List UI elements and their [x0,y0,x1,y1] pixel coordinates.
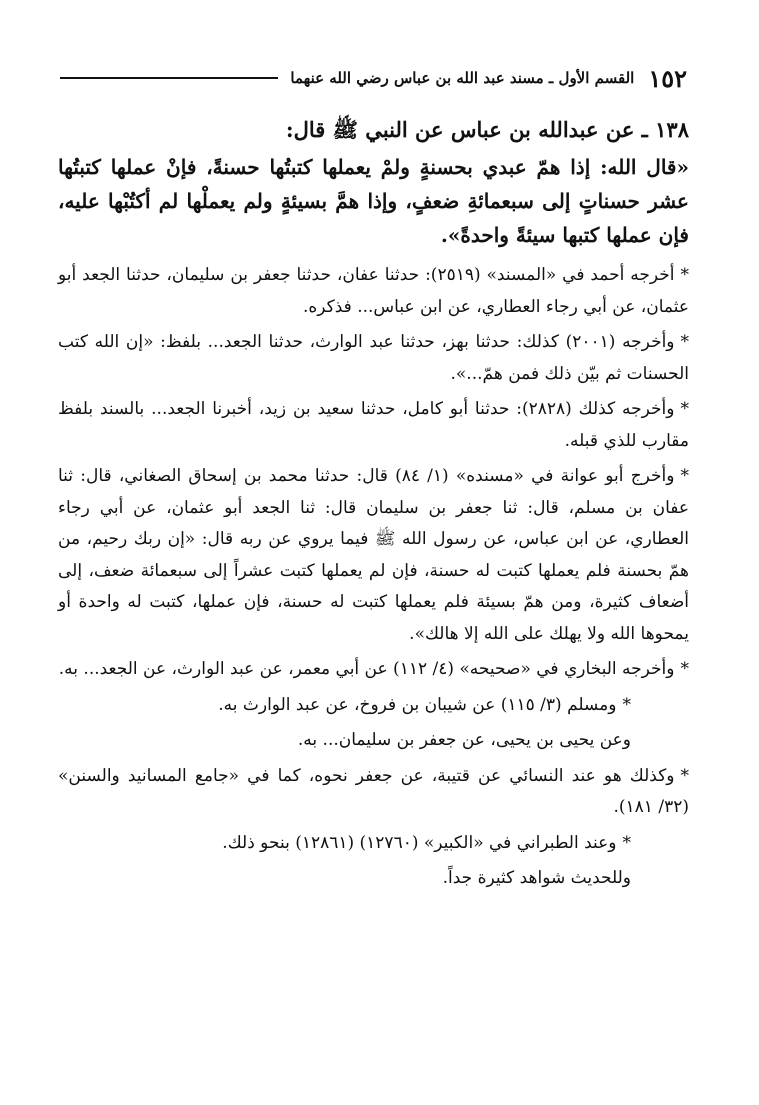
hadith-text: «قال الله: إذا همّ عبدي بحسنةٍ ولمْ يعملها كتبتُها حسنةً، فإنْ عملها كتبتُها عشر حسناتٍ إلى سبعمائةِ ضعفٍ، وإذا همَّ بسيئةٍ ولم يعملْها لم أكتُبْها عليه، فإن عملها كتبها سيئةً واحدةً». [58,155,689,247]
takhrij-paragraph [58,327,689,390]
page-number: ١٥٢ [648,63,687,93]
paragraph-text: وعن يحيى بن يحيى، عن جعفر بن سليمان... به. [297,730,631,750]
star-icon: * [680,399,689,419]
paragraph-text: وأخرجه (٢٠٠١) كذلك: حدثنا بهز، حدثنا عبد الوارث، حدثنا الجعد... بلفظ: «إن الله كتب الحسنات ثم بيّن ذلك فمن همّ...». [58,332,689,384]
star-icon: * [622,832,631,853]
paragraph-text: وللحديث شواهد كثيرة جداً. [442,868,631,888]
paragraph-text: وأخرجه البخاري في «صحيحه» (٤/ ١١٢) عن أبي معمر، عن عبد الوارث، عن الجعد... به. [58,659,675,679]
takhrij-paragraph [58,654,689,686]
paragraph-text: وكذلك هو عند النسائي عن قتيبة، عن جعفر نحوه، كما في «جامع المسانيد والسنن» (٣٢/ ١٨١). [58,765,689,817]
takhrij-paragraph [58,461,689,650]
takhrij-paragraph [58,690,689,722]
takhrij-paragraph [58,260,689,323]
paragraph-text: ومسلم (٣/ ١١٥) عن شيبان بن فروخ، عن عبد الوارث به. [218,694,617,715]
star-icon: * [680,332,690,352]
star-icon: * [680,659,689,679]
paragraph-text: وعند الطبراني في «الكبير» (١٢٧٦٠) (١٢٨٦١) بنحو ذلك. [222,832,617,853]
page-content [58,112,689,899]
takhrij-paragraph [58,725,689,757]
header-rule [60,77,278,79]
paragraph-text: وأخرجه كذلك (٢٨٢٨): حدثنا أبو كامل، حدثنا سعيد بن زيد، أخبرنا الجعد... بالسند بلفظ مقارب للذي قبله. [58,399,689,451]
star-icon: * [622,694,631,715]
paragraph-text: وأخرج أبو عوانة في «مسنده» (١/ ٨٤) قال: حدثنا محمد بن إسحاق الصغاني، قال: ثنا عفان بن مسلم، قال: ثنا جعفر بن سليمان قال: ثنا الجعد أبو عثمان، عن أبي رجاء العطاري، عن ابن عباس، عن رسول الله ﷺ فيما يروي عن ربه قال: «إن ربك رحيم، من همّ بحسنة فلم يعملها كتبت له حسنة، فإن لم يعملها كتبت عشراً إلى سبعمائة ضعف، إلى أضعاف كثيرة، ومن همّ بسيئة فلم يعملها كتبت له حسنة، فإن عملها، كتبت له واحدة أو يمحوها الله ولا يهلك على الله إلا هالك». [58,466,689,644]
takhrij-paragraph [58,394,689,457]
paragraph-text: أخرجه أحمد في «المسند» (٢٥١٩): حدثنا عفان، حدثنا جعفر بن سليمان، حدثنا الجعد أبو عثمان، عن أبي رجاء العطاري، عن ابن عباس... فذكره. [58,265,689,317]
hadith-title: ١٣٨ ـ عن عبدالله بن عباس عن النبي ﷺ قال: [285,117,689,142]
takhrij-paragraph [58,863,689,895]
star-icon: * [680,265,690,285]
running-title: القسم الأول ـ مسند عبد الله بن عباس رضي الله عنهما [290,69,635,87]
takhrij-paragraph [58,828,689,860]
page-header [60,60,687,96]
takhrij-paragraph [58,761,689,824]
star-icon: * [680,466,689,486]
star-icon: * [680,765,689,786]
